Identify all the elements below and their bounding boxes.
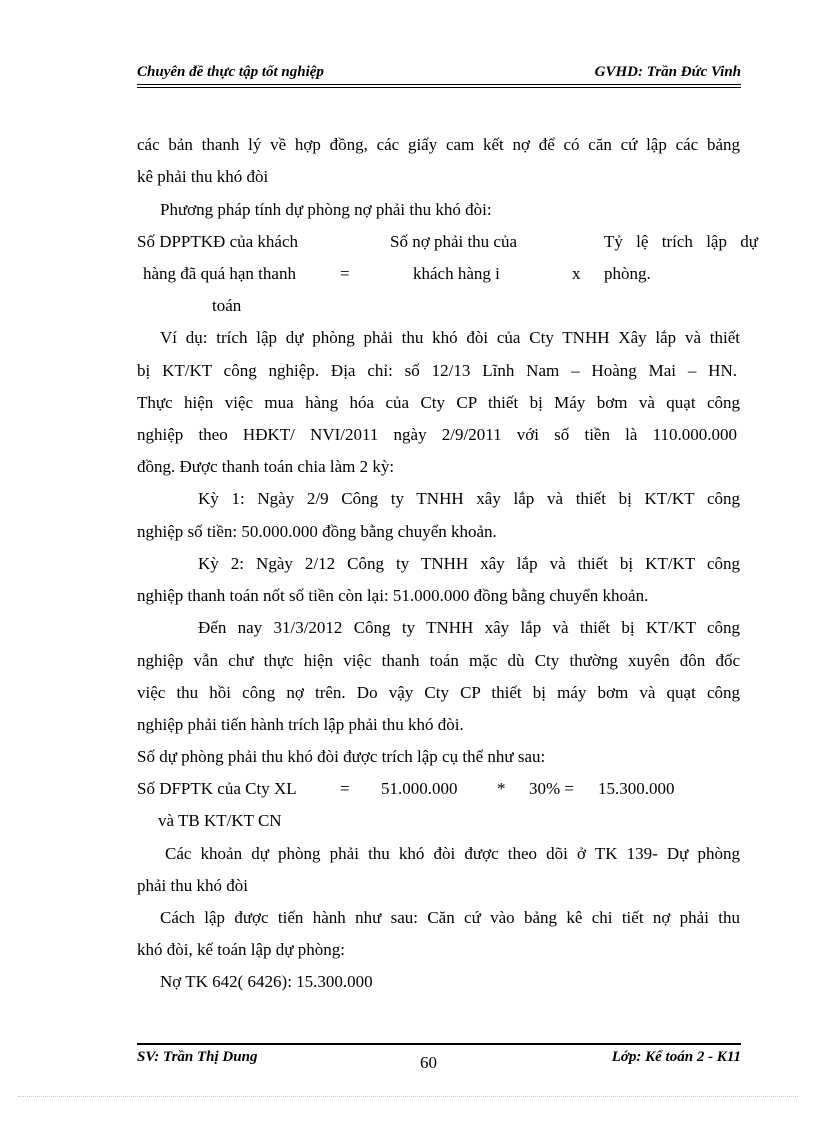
formula-left-2: hàng đã quá hạn thanh (143, 264, 296, 283)
calc-star: * (497, 779, 506, 798)
text-line: Kỳ 2: Ngày 2/12 Công ty TNHH xây lắp và thiết bị KT/KT công (198, 554, 740, 573)
text-line: nghiệp theo HĐKT/ NVI/2011 ngày 2/9/2011 với số tiền là 110.000.000 (137, 425, 737, 444)
footer-right: Lớp: Kế toán 2 - K11 (611, 1049, 741, 1065)
formula-left-1: Số DPPTKĐ của khách (137, 232, 299, 251)
formula-right-2: phòng. (604, 264, 651, 283)
text-line: Phương pháp tính dự phòng nợ phải thu khó đòi: (160, 200, 492, 219)
text-line: việc thu hồi công nợ trên. Do vậy Cty CP thiết bị máy bơm và quạt công (137, 683, 740, 702)
text-line: phải thu khó đòi (137, 876, 248, 895)
calc-amount: 51.000.000 (381, 779, 458, 798)
text-line: Thực hiện việc mua hàng hóa của Cty CP thiết bị Máy bơm và quạt công (137, 393, 740, 412)
formula-mid-2: khách hàng i (413, 264, 500, 283)
header-left: Chuyên đề thực tập tốt nghiệp (137, 64, 324, 80)
calc-line-2: và TB KT/KT CN (158, 811, 282, 830)
text-line: nghiệp vẫn chư thực hiện việc thanh toán mặc dù Cty thường xuyên đôn đốc (137, 651, 740, 670)
formula-left-3: toán (212, 296, 242, 315)
header-rule-double (137, 87, 741, 88)
text-line: các bản thanh lý về hợp đồng, các giấy cam kết nợ để có căn cứ lập các bảng (137, 135, 740, 154)
page-header (137, 64, 741, 84)
footer-rule (137, 1043, 741, 1045)
formula-mid-1: Số nợ phải thu của (390, 232, 518, 251)
text-line: bị KT/KT công nghiệp. Địa chỉ: số 12/13 Lĩnh Nam – Hoàng Mai – HN. (137, 361, 737, 380)
text-line: Các khoản dự phòng phải thu khó đòi được theo dõi ở TK 139- Dự phòng (165, 844, 740, 863)
header-rule (137, 84, 741, 85)
formula-equals: = (340, 264, 350, 283)
formula-times: x (572, 264, 581, 283)
text-line: nghiệp số tiền: 50.000.000 đồng bằng chuyển khoản. (137, 522, 497, 541)
footer-left: SV: Trần Thị Dung (137, 1049, 258, 1065)
text-line: Cách lập được tiến hành như sau: Căn cứ vào bảng kê chi tiết nợ phải thu (160, 908, 740, 927)
text-line: Ví dụ: trích lập dự phòng phải thu khó đòi của Cty TNHH Xây lắp và thiết (160, 328, 740, 347)
calc-result: 15.300.000 (598, 779, 675, 798)
text-line: khó đòi, kế toán lập dự phòng: (137, 940, 345, 959)
calc-rate: 30% = (529, 779, 574, 798)
page-number: 60 (420, 1053, 437, 1072)
formula-right-1: Tỷ lệ trích lập dự (604, 232, 758, 251)
text-line: Đến nay 31/3/2012 Công ty TNHH xây lắp và thiết bị KT/KT công (198, 618, 740, 637)
text-line: Kỳ 1: Ngày 2/9 Công ty TNHH xây lắp và thiết bị KT/KT công (198, 489, 740, 508)
text-line: Nợ TK 642( 6426): 15.300.000 (160, 972, 373, 991)
header-right: GVHD: Trần Đức Vinh (594, 64, 741, 80)
page-bottom-border (18, 1096, 798, 1097)
text-line: nghiệp thanh toán nốt số tiền còn lại: 51.000.000 đồng bằng chuyển khoản. (137, 586, 649, 605)
text-line: nghiệp phải tiến hành trích lập phải thu khó đòi. (137, 715, 464, 734)
calc-equals: = (340, 779, 350, 798)
text-line: kê phải thu khó đòi (137, 167, 269, 186)
text-line: Số dự phòng phải thu khó đòi được trích lập cụ thể như sau: (137, 747, 546, 766)
text-line: đồng. Được thanh toán chia làm 2 kỳ: (137, 457, 395, 476)
calc-label: Số DFPTK của Cty XL (137, 779, 297, 798)
